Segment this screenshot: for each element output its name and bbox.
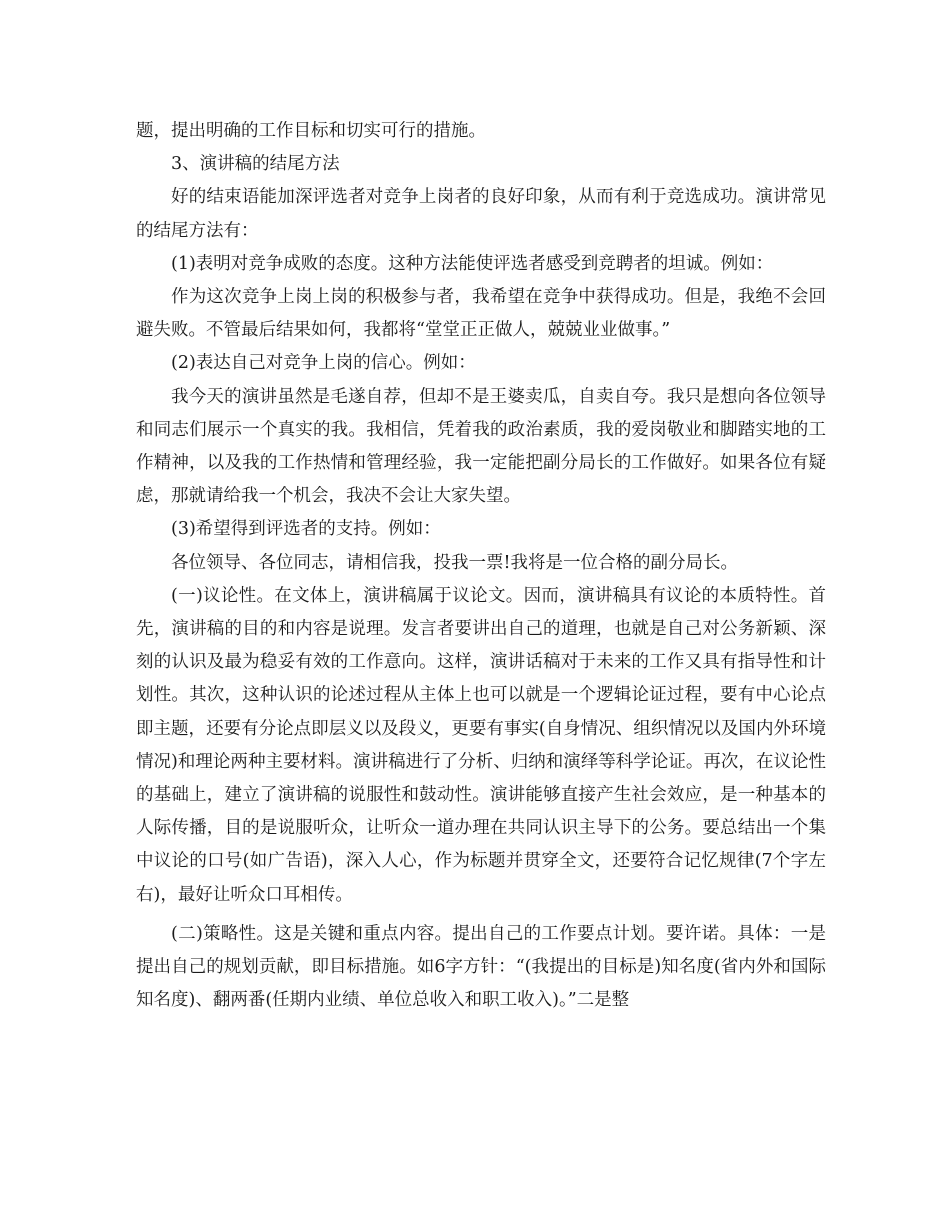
paragraph-method-2: (2)表达自己对竞争上岗的信心。例如： (171, 353, 476, 374)
paragraph-continuation: 题，提出明确的工作目标和切实可行的措施。 (136, 121, 486, 141)
paragraph-example-1: 作为这次竞争上岗上岗的积极参与者，我希望在竞争中获得成功。但是，我绝不会回避失败。不管最后结果如何，我都将“堂堂正正做人，兢兢业业做事。” (136, 287, 826, 341)
section-heading-ending-methods: 3、演讲稿的结尾方法 (171, 154, 340, 175)
paragraph-intro: 好的结束语能加深评选者对竞争上岗者的良好印象，从而有利于竞选成功。演讲常见的结尾方法有： (136, 187, 826, 241)
paragraph-method-3: (3)希望得到评选者的支持。例如： (171, 519, 441, 540)
paragraph-method-1: (1)表明对竞争成败的态度。这种方法能使评选者感受到竞聘者的坦诚。例如： (171, 253, 774, 274)
paragraph-argumentative: (一)议论性。在文体上，演讲稿属于议论文。因而，演讲稿具有议论的本质特性。首先，演讲稿的目的和内容是说理。发言者要讲出自己的道理，也就是自己对公务新颖、深刻的认识及最为稳妥有效的工作意向。这样，演讲话稿对于未来的工作又具有指导性和计划性。其次，这种认识的论述过程从主体上也可以就是一个逻辑论证过程，要有中心论点即主题，还要有分论点即层义以及段义，更要有事实(自身情况、组织情况以及国内外环境情况)和理论两种主要材料。演讲稿进行了分析、归纳和演绎等科学论证。再次，在议论性的基础上，建立了演讲稿的说服性和鼓动性。演讲能够直接产生社会效应，是一种基本的人际传播，目的是说服听众，让听众一道办理在共同认识主导下的公务。要总结出一个集中议论的口号(如广告语)，深入人心，作为标题并贯穿全文，还要符合记忆规律(7个字左右)，最好让听众口耳相传。 (136, 585, 826, 905)
paragraph-strategic: (二)策略性。这是关键和重点内容。提出自己的工作要点计划。要许诺。具体：一是提出自己的规划贡献，即目标措施。如6字方针：“(我提出的目标是)知名度(省内外和国际知名度)、翻两番(任期内业绩、单位总收入和职工收入)。”二是整 (136, 923, 826, 1011)
paragraph-example-3: 各位领导、各位同志，请相信我，投我一票!我将是一位合格的副分局长。 (171, 552, 739, 573)
document-page (136, 115, 826, 1017)
paragraph-example-2: 我今天的演讲虽然是毛遂自荐，但却不是王婆卖瓜，自卖自夸。我只是想向各位领导和同志们展示一个真实的我。我相信，凭着我的政治素质，我的爱岗敬业和脚踏实地的工作精神，以及我的工作热情和管理经验，我一定能把副分局长的工作做好。如果各位有疑虑，那就请给我一个机会，我决不会让大家失望。 (136, 386, 826, 507)
